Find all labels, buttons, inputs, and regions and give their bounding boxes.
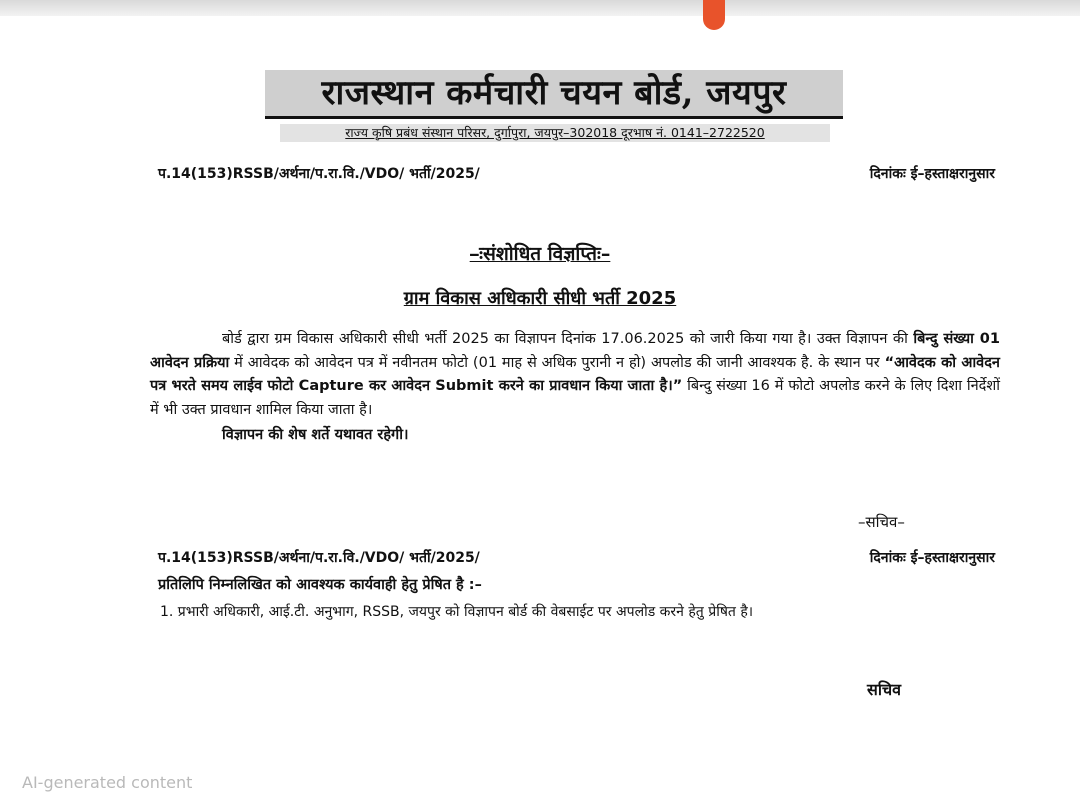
- body-bold-2: “आवेदक को आवेदन पत्र भरते समय लाईव फोटो Capture कर आवेदन Submit करने का प्रावधान किया जाता है।”: [150, 354, 1000, 394]
- copy-reference-number: प.14(153)RSSB/अर्थना/प.रा.वि./VDO/ भर्ती/2025/: [158, 550, 480, 566]
- body-part-1: बोर्ड द्वारा ग्रम विकास अधिकारी सीधी भर्ती 2025 का विज्ञापन दिनांक 17.06.2025 को जारी किया गया है। उक्त विज्ञापन की: [222, 331, 914, 347]
- reference-date: दिनांकः ई–हस्ताक्षरानुसार: [869, 166, 995, 182]
- copy-list-item: 1. प्रभारी अधिकारी, आई.टी. अनुभाग, RSSB, जयपुर को विज्ञापन बोर्ड की वेबसाईट पर अपलोड करने हेतु प्रेषित है।: [160, 604, 754, 620]
- scan-top-edge: [0, 0, 1080, 16]
- board-address: राज्य कृषि प्रबंध संस्थान परिसर, दुर्गापुरा, जयपुर–302018 दूरभाष नं. 0141–2722520: [280, 124, 830, 142]
- body-bold-1: बिन्दु संख्या 01 आवेदन प्रक्रिया: [150, 331, 1000, 371]
- remaining-conditions: विज्ञापन की शेष शर्ते यथावत रहेगी।: [222, 427, 409, 443]
- pen-tip-decoration: [703, 0, 725, 30]
- body-part-3: बिन्दु संख्या 16 में फोटो अपलोड करने के लिए दिशा निर्देशों में भी उक्त प्रावधान शामिल किया जाता है।: [150, 378, 1000, 418]
- notice-body: [150, 328, 1000, 422]
- reference-number: प.14(153)RSSB/अर्थना/प.रा.वि./VDO/ भर्ती/2025/: [158, 166, 480, 182]
- notice-title: ग्राम विकास अधिकारी सीधी भर्ती 2025: [403, 288, 677, 309]
- copy-reference-date: दिनांकः ई–हस्ताक्षरानुसार: [869, 550, 995, 566]
- secretary-signature-2: सचिव: [867, 680, 902, 699]
- copy-heading: प्रतिलिपि निम्नलिखित को आवश्यक कार्यवाही हेतु प्रेषित है :–: [158, 577, 482, 593]
- secretary-signature: –सचिव–: [858, 513, 905, 531]
- ai-generated-watermark: AI-generated content: [22, 773, 193, 792]
- body-part-2: में आवेदक को आवेदन पत्र में नवीनतम फोटो (01 माह से अधिक पुरानी न हो) अपलोड की जानी आवश्यक है. के स्थान पर: [229, 354, 885, 371]
- board-title: राजस्थान कर्मचारी चयन बोर्ड, जयपुर: [265, 70, 843, 119]
- notice-heading: –ःसंशोधित विज्ञप्तिः–: [469, 243, 611, 265]
